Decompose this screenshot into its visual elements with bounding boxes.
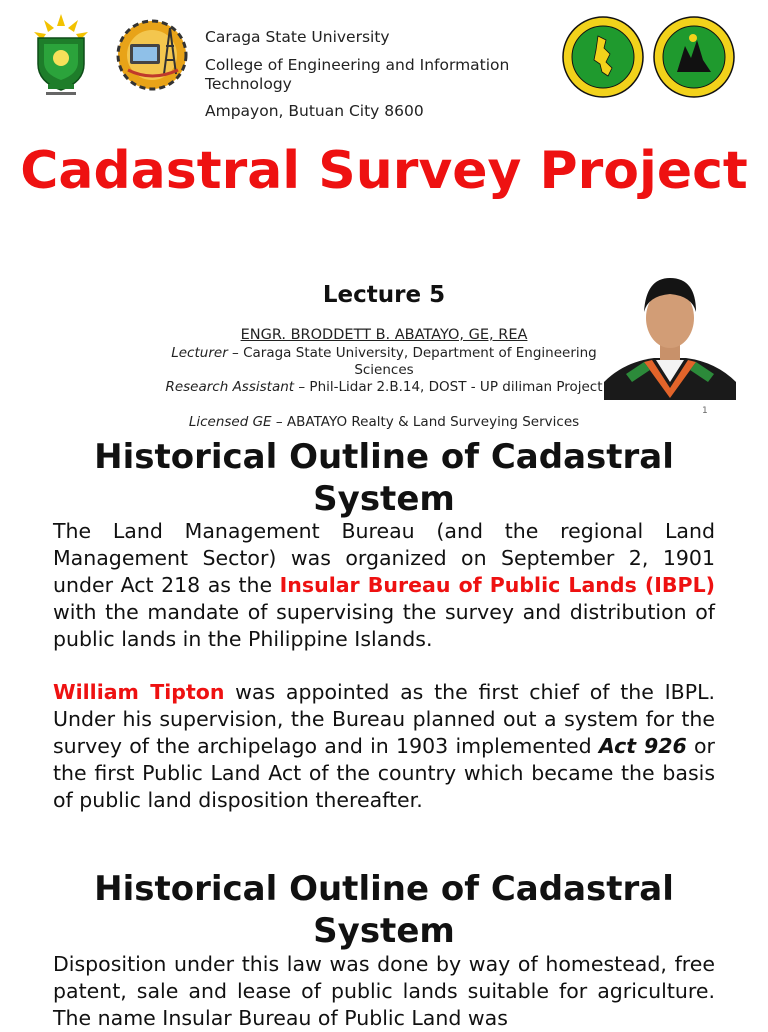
author-photo [604, 270, 736, 400]
college-logo-icon [106, 14, 198, 96]
author-name: ENGR. BRODDETT B. ABATAYO, GE, REA [240, 327, 528, 343]
highlight-william-tipton: William Tipton [53, 680, 225, 704]
body-paragraph: William Tipton was appointed as the first chief of the IBPL. Under his supervision, the Bureau planned out a system for the survey of the archipelago and in 1903 implemented Act 926 or the first Public Land Act of the country which became the basis of public land disposition thereafter. [53, 680, 716, 812]
body-paragraph: The Land Management Bureau (and the regional Land Management Sector) was organized on September 2, 1901 under Act 218 as the Insular Bureau of Public Lands (IBPL) with the mandate of supervising the survey and distribution of public lands in the Philippine Islands. [53, 519, 716, 651]
page-title: Cadastral Survey Project [20, 141, 748, 201]
credit-line: Research Assistant – Phil-Lidar 2.B.14, DOST - UP diliman Project [165, 379, 603, 395]
lecture-number: Lecture 5 [322, 282, 446, 308]
university-address: Ampayon, Butuan City 8600 [205, 102, 424, 120]
body-paragraph: Disposition under this law was done by way of homestead, free patent, sale and lease of public lands suitable for agriculture. The name Insular Bureau of Public Land was [53, 952, 715, 1030]
section-heading: Historical Outline of Cadastral System [94, 437, 674, 519]
csu-logo-icon [30, 12, 92, 98]
university-name: Caraga State University [205, 28, 390, 46]
geodetic-engineers-seal-icon [562, 16, 644, 98]
caraga-chapter-seal-icon [653, 16, 735, 98]
highlight-ibpl: Insular Bureau of Public Lands (IBPL) [279, 573, 716, 597]
highlight-act-926: Act 926 [598, 734, 687, 758]
college-name: College of Engineering and Information Technology [205, 56, 510, 93]
credit-line: Lecturer – Caraga State University, Department of Engineering Sciences [171, 345, 597, 378]
credit-line: Licensed GE – ABATAYO Realty & Land Surveying Services [188, 414, 580, 430]
slide-number: 1 [702, 406, 708, 416]
section-heading: Historical Outline of Cadastral System [94, 869, 674, 951]
